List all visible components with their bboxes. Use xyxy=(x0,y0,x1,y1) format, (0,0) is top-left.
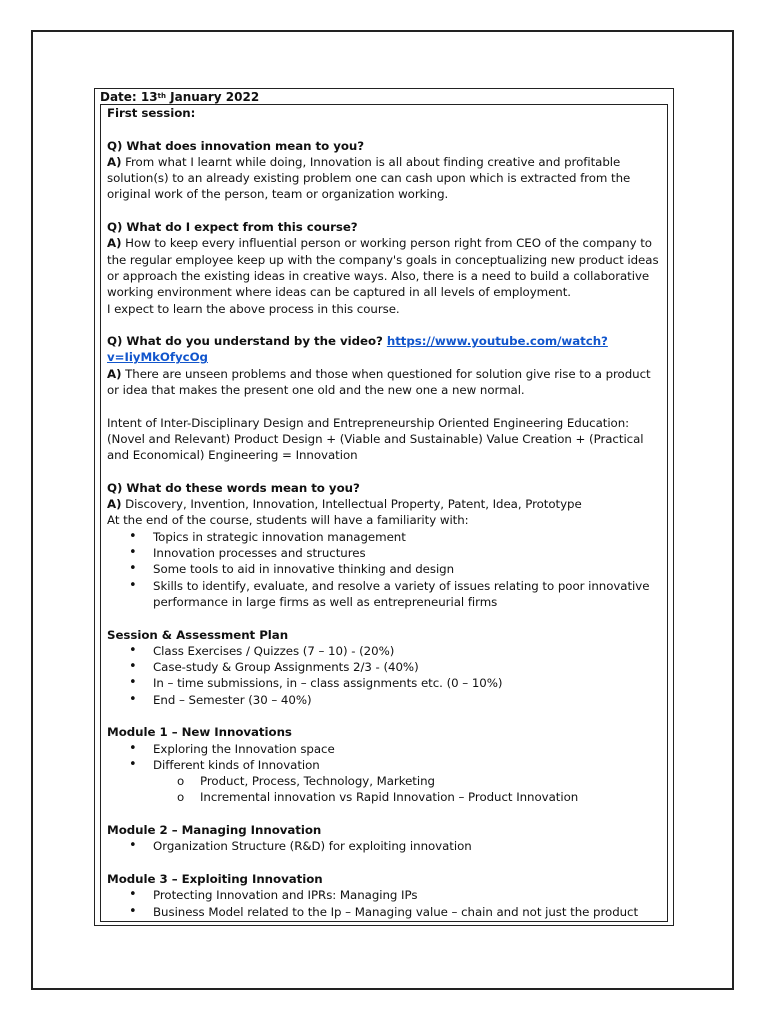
assessment-list xyxy=(107,643,665,708)
answer-2: A) How to keep every influential person or working person right from CEO of the company to the regular employee keep up with the company's goals in conceptualizing new product ideas or approach the existing ideas in creative ways. Also, there is a need to build a collaborative working environment where ideas can be captured in all levels of employment. xyxy=(107,236,659,300)
list-item: • Business Model related to the Ip – Managing value – chain and not just the product xyxy=(107,904,665,920)
question-3: Q) What do you understand by the video? https://www.youtube.com/watch?v=IiyMkOfycOg xyxy=(107,334,608,365)
list-item: • Organization Structure (R&D) for exploiting innovation xyxy=(107,838,665,854)
module-2-heading: Module 2 – Managing Innovation xyxy=(107,823,322,838)
module-2-list xyxy=(107,838,665,854)
list-item: • In – time submissions, in – class assignments etc. (0 – 10%) xyxy=(107,675,665,691)
first-session-heading: First session: xyxy=(107,106,196,120)
list-item: • Class Exercises / Quizzes (7 – 10) - (20%) xyxy=(107,643,665,659)
question-2: Q) What do I expect from this course? xyxy=(107,220,358,235)
list-item: • Innovation processes and structures xyxy=(107,545,665,561)
question-1: Q) What does innovation mean to you? xyxy=(107,138,365,153)
sub-list-item: o Incremental innovation vs Rapid Innovation – Product Innovation xyxy=(107,789,665,805)
module-1-list xyxy=(107,741,665,774)
list-item: • Topics in strategic innovation management xyxy=(107,529,665,545)
list-item: • End – Semester (30 – 40%) xyxy=(107,692,665,708)
assessment-heading: Session & Assessment Plan xyxy=(107,627,289,642)
module-1-heading: Module 1 – New Innovations xyxy=(107,725,292,740)
list-item: • Skills to identify, evaluate, and resolve a variety of issues relating to poor innovative performance in large firms as well as entrepreneurial firms xyxy=(107,578,665,611)
familiarity-list xyxy=(107,529,665,610)
answer-1: A) From what I learnt while doing, Innovation is all about finding creative and profitable solution(s) to an already existing problem one can cash upon which is extracted from the original work of the person, team or organization working. xyxy=(107,154,631,202)
document-body xyxy=(107,105,665,920)
list-item: • Some tools to aid in innovative thinking and design xyxy=(107,561,665,577)
list-item: • Different kinds of Innovation xyxy=(107,757,665,773)
module-3-list xyxy=(107,887,665,920)
answer-3: A) There are unseen problems and those when questioned for solution give rise to a product or idea that makes the present one old and the new one a new normal. xyxy=(107,366,651,398)
sub-list-item: o Product, Process, Technology, Marketing xyxy=(107,773,665,789)
list-item: • Exploring the Innovation space xyxy=(107,741,665,757)
list-item: • Case-study & Group Assignments 2/3 - (40%) xyxy=(107,659,665,675)
date-line: Date: 13th January 2022 xyxy=(100,90,260,104)
list-item: • Protecting Innovation and IPRs: Managing IPs xyxy=(107,887,665,903)
module-3-heading: Module 3 – Exploiting Innovation xyxy=(107,871,323,886)
video-link[interactable]: https://www.youtube.com/watch?v=IiyMkOfycOg xyxy=(107,334,608,365)
module-1-sublist xyxy=(107,773,665,806)
answer-2-extra: I expect to learn the above process in this course. xyxy=(107,301,400,316)
intent-paragraph: Intent of Inter-Disciplinary Design and Entrepreneurship Oriented Engineering Education: (Novel and Relevant) Product Design + (Viable and Sustainable) Value Creation + (Practical and Economical) Engineering = Innovation xyxy=(107,415,644,463)
question-4: Q) What do these words mean to you? xyxy=(107,480,360,495)
answer-4: A) Discovery, Invention, Innovation, Intellectual Property, Patent, Idea, Prototype xyxy=(107,497,582,512)
familiarity-intro: At the end of the course, students will have a familiarity with: xyxy=(107,513,469,528)
